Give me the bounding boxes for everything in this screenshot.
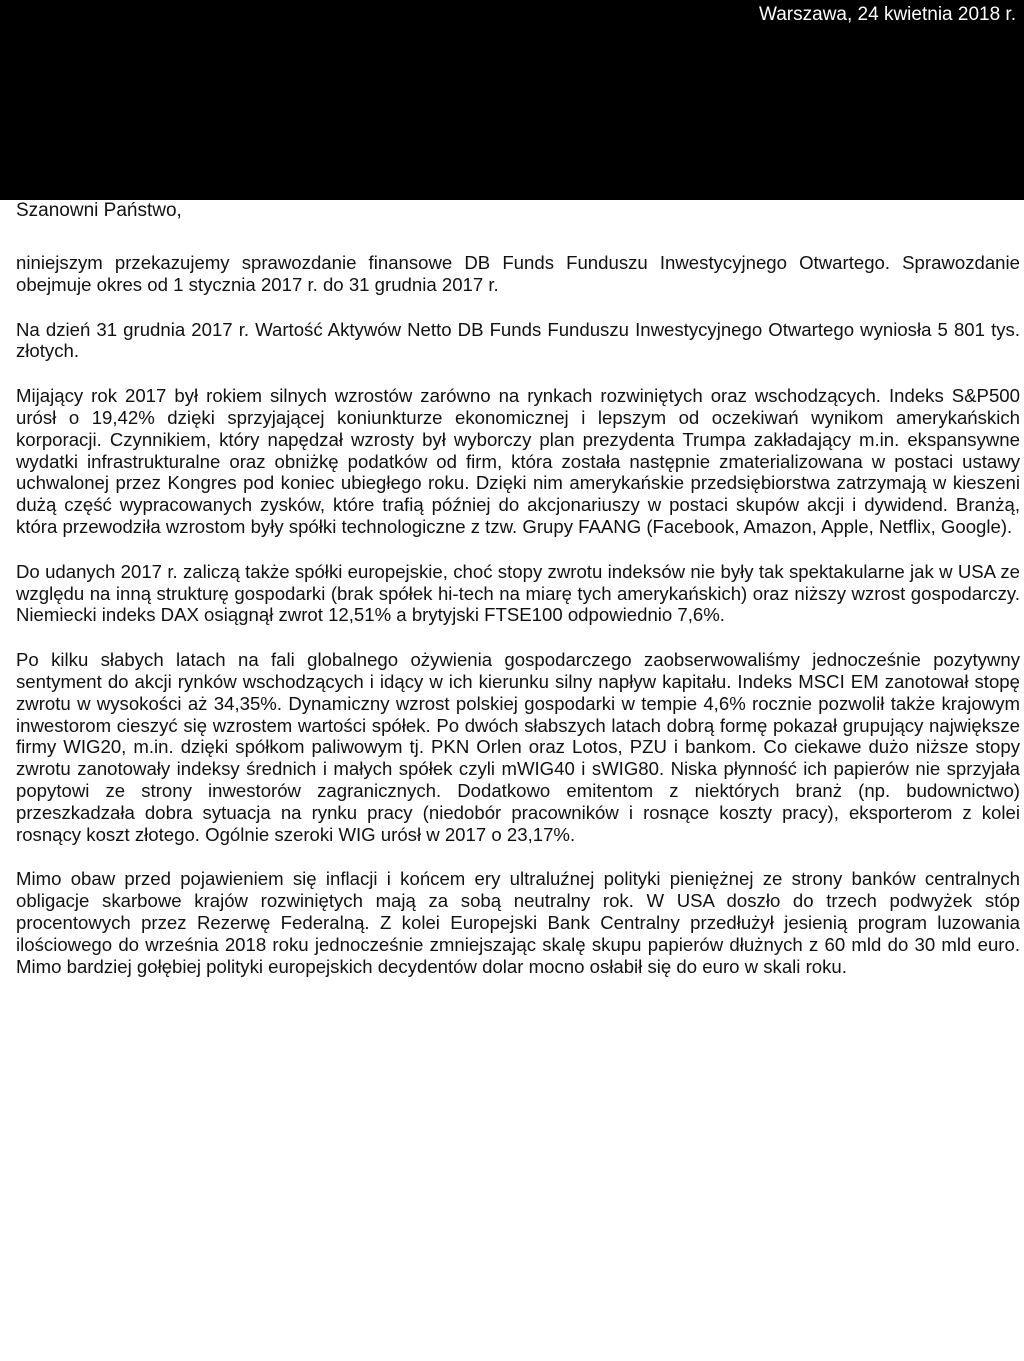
paragraph-bonds: Mimo obaw przed pojawieniem się inflacji i końcem ery ultraluźnej polityki pieniężnej ze strony banków centralnych obligacje skarbowe krajów rozwiniętych mają za sobą neutralny rok. W USA doszło do trzech podwyżek stóp procentowych przez Rezerwę Federalną. Z kolei Europejski Bank Centralny przedłużył jesienią program luzowania ilościowego do września 2018 roku jednocześnie zmniejszając skalę skupu papierów dłużnych z 60 mld do 30 mld euro. Mimo bardziej gołębiej polityki europejskich decydentów dolar mocno osłabił się do euro w skali roku. bbox=[16, 868, 1020, 977]
paragraph-us-markets: Mijający rok 2017 był rokiem silnych wzrostów zarówno na rynkach rozwiniętych oraz wschodzących. Indeks S&P500 urósł o 19,42% dzięki sprzyjającej koniunkturze ekonomicznej i lepszym od oczekiwań wynikom amerykańskich korporacji. Czynnikiem, który napędzał wzrosty był wyborczy plan prezydenta Trumpa zakładający m.in. ekspansywne wydatki infrastrukturalne oraz obniżkę podatków od firm, która została następnie zmaterializowana w postaci ustawy uchwalonej przez Kongres pod koniec ubiegłego roku. Dzięki nim amerykańskie przedsiębiorstwa zatrzymają w kieszeni dużą część wypracowanych zysków, które trafią później do akcjonariuszy w postaci skupów akcji i dywidend. Branżą, która przewodziła wzrostom były spółki technologiczne z tzw. Grupy FAANG (Facebook, Amazon, Apple, Netflix, Google). bbox=[16, 385, 1020, 537]
paragraph-emerging-markets: Po kilku słabych latach na fali globalnego ożywienia gospodarczego zaobserwowaliśmy jednocześnie pozytywny sentyment do akcji rynków wschodzących i idący w ich kierunku silny napływ kapitału. Indeks MSCI EM zanotował stopę zwrotu w wysokości aż 34,35%. Dynamiczny wzrost polskiej gospodarki w tempie 4,6% rocznie pozwolił także krajowym inwestorom cieszyć się wzrostem wartości spółek. Po dwóch słabszych latach dobrą formę pokazał grupujący największe firmy WIG20, m.in. dzięki spółkom paliwowym tj. PKN Orlen oraz Lotos, PZU i bankom. Co ciekawe dużo niższe stopy zwrotu zanotowały indeksy średnich i małych spółek czyli mWIG40 i sWIG80. Niska płynność ich papierów nie sprzyjała popytowi ze strony inwestorów zagranicznych. Dodatkowo emitentom z niektórych branż (np. budownictwo) przeszkadzała dobra sytuacja na rynku pracy (niedobór pracowników i rosnące koszty pracy), eksporterom z kolei rosnący koszt złotego. Ogólnie szeroki WIG urósł w 2017 o 23,17%. bbox=[16, 649, 1020, 845]
paragraph-intro: niniejszym przekazujemy sprawozdanie finansowe DB Funds Funduszu Inwestycyjnego Otwartego. Sprawozdanie obejmuje okres od 1 stycznia 2017 r. do 31 grudnia 2017 r. bbox=[16, 252, 1020, 295]
letter-body bbox=[16, 252, 1020, 1000]
letter-date: Warszawa, 24 kwietnia 2018 r. bbox=[759, 4, 1016, 25]
letter-greeting: Szanowni Państwo, bbox=[16, 200, 182, 221]
paragraph-european-markets: Do udanych 2017 r. zaliczą także spółki europejskie, choć stopy zwrotu indeksów nie były tak spektakularne jak w USA ze względu na inną strukturę gospodarki (brak spółek hi-tech na miarę tych amerykańskich) oraz niższy wzrost gospodarczy. Niemiecki indeks DAX osiągnął zwrot 12,51% a brytyjski FTSE100 odpowiednio 7,6%. bbox=[16, 560, 1020, 626]
paragraph-net-assets: Na dzień 31 grudnia 2017 r. Wartość Aktywów Netto DB Funds Funduszu Inwestycyjnego Otwartego wyniosła 5 801 tys. złotych. bbox=[16, 318, 1020, 362]
